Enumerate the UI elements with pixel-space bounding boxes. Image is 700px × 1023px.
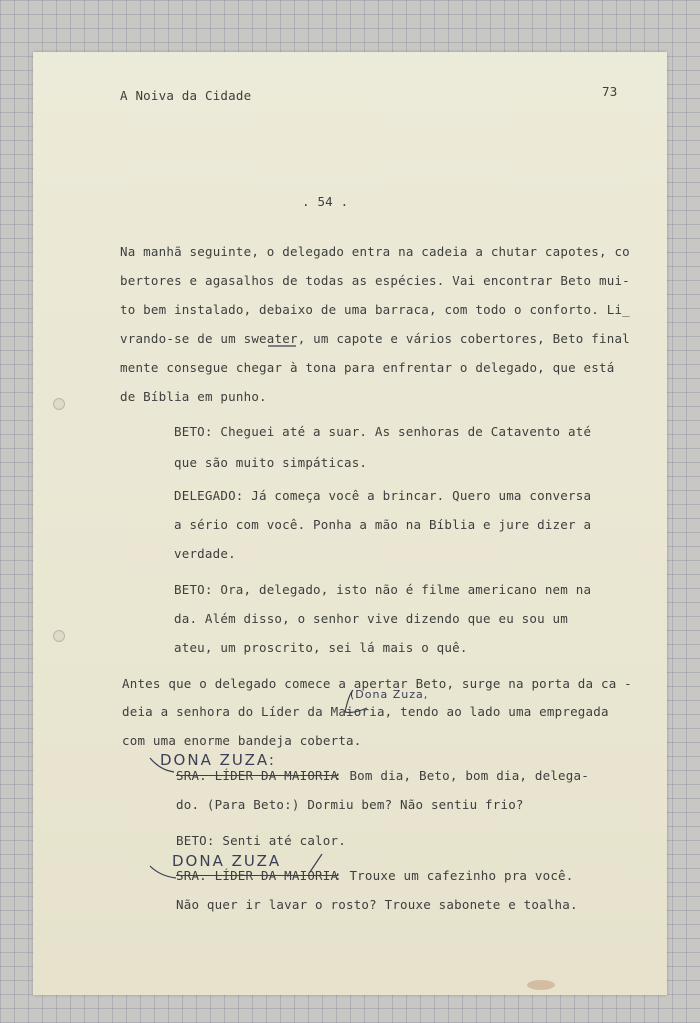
paper-stain bbox=[527, 980, 555, 990]
body-line: mente consegue chegar à tona para enfrentar o delegado, que está bbox=[120, 360, 615, 375]
punch-hole-top bbox=[53, 398, 65, 410]
dialogue-line: : Bom dia, Beto, bom dia, delega- bbox=[334, 768, 589, 783]
punch-hole-bottom bbox=[53, 630, 65, 642]
dialogue-line: : Trouxe um cafezinho pra você. bbox=[334, 868, 574, 883]
dialogue-line: a sério com você. Ponha a mão na Bíblia e jure dizer a bbox=[174, 517, 592, 532]
body-line: bertores e agasalhos de todas as espécies. Vai encontrar Beto mui- bbox=[120, 273, 630, 288]
body-line: Antes que o delegado comece a apertar Beto, surge na porta da ca - bbox=[122, 676, 632, 691]
document-title: A Noiva da Cidade bbox=[120, 88, 252, 103]
body-line: to bem instalado, debaixo de uma barraca, com todo o conforto. Li_ bbox=[120, 302, 630, 317]
dialogue-line: do. (Para Beto:) Dormiu bem? Não sentiu frio? bbox=[176, 797, 524, 812]
body-line: Na manhã seguinte, o delegado entra na cadeia a chutar capotes, co bbox=[120, 244, 630, 259]
dialogue-line: ateu, um proscrito, sei lá mais o quê. bbox=[174, 640, 468, 655]
dialogue-line: Não quer ir lavar o rosto? Trouxe sabonete e toalha. bbox=[176, 897, 578, 912]
dialogue-line: DELEGADO: Já começa você a brincar. Quero uma conversa bbox=[174, 488, 592, 503]
dialogue-line: BETO: Cheguei até a suar. As senhoras de Catavento até bbox=[174, 424, 592, 439]
dialogue-line: da. Além disso, o senhor vive dizendo que eu sou um bbox=[174, 611, 569, 626]
body-line: com uma enorme bandeja coberta. bbox=[122, 733, 362, 748]
dialogue-line: verdade. bbox=[174, 546, 236, 561]
body-line: de Bíblia em punho. bbox=[120, 389, 267, 404]
handwritten-name: DONA ZUZA bbox=[172, 852, 282, 870]
page-number: 73 bbox=[602, 84, 618, 99]
struck-speaker: SRA. LÍDER DA MAIORIA bbox=[176, 868, 339, 883]
dialogue-line: BETO: Senti até calor. bbox=[176, 833, 346, 848]
handwritten-name: DONA ZUZA: bbox=[160, 751, 276, 769]
handwritten-insert: (Dona Zuza, bbox=[350, 688, 429, 701]
dialogue-line: BETO: Ora, delegado, isto não é filme americano nem na bbox=[174, 582, 592, 597]
body-line: vrando-se de um sweater, um capote e vários cobertores, Beto final bbox=[120, 331, 630, 346]
struck-speaker: SRA. LÍDER DA MAIORIA bbox=[176, 768, 339, 783]
scene-number: . 54 . bbox=[302, 194, 349, 209]
dialogue-line: que são muito simpáticas. bbox=[174, 455, 368, 470]
body-line: deia a senhora do Líder da Maioria, tendo ao lado uma empregada bbox=[122, 704, 609, 719]
